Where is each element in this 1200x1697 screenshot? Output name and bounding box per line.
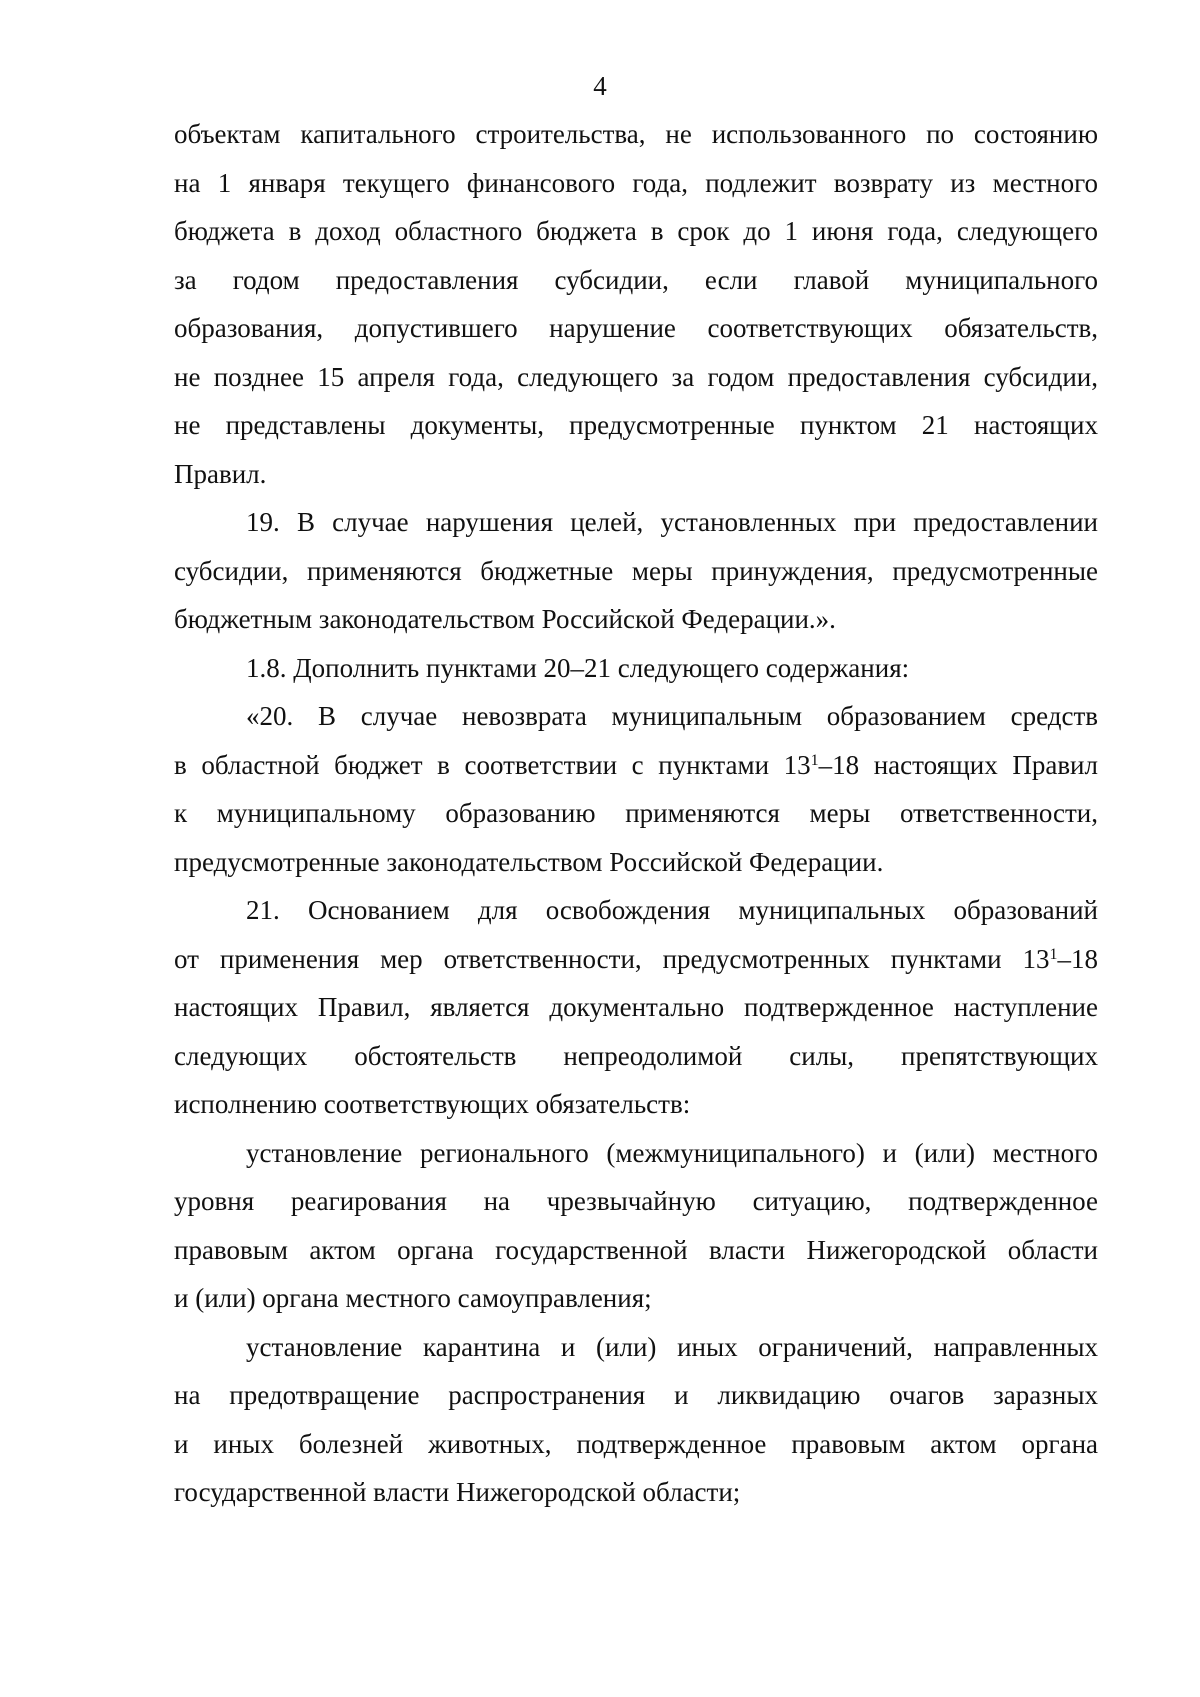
text-line: за годом предоставления субсидии, если главой муниципального	[174, 264, 1098, 295]
text-line: и иных болезней животных, подтвержденное правовым актом органа	[174, 1428, 1098, 1459]
superscript: 1	[810, 751, 819, 769]
text-line: правовым актом органа государственной власти Нижегородской области	[174, 1234, 1098, 1265]
text-line: уровня реагирования на чрезвычайную ситуацию, подтвержденное	[174, 1186, 1098, 1216]
text-line: настоящих Правил, является документально подтвержденное наступление	[174, 992, 1098, 1022]
paragraph-quarantine	[174, 1323, 1098, 1517]
text-line-with-superscript	[174, 935, 1098, 984]
text-line: и (или) органа местного самоуправления;	[174, 1283, 652, 1313]
text-line: Правил.	[174, 458, 267, 489]
text-line: не позднее 15 апреля года, следующего за годом предоставления субсидии,	[174, 361, 1098, 392]
text-line: на предотвращение распространения и ликвидацию очагов заразных	[174, 1380, 1098, 1410]
text-fragment: в областной бюджет в соответствии с пунктами 13	[174, 749, 811, 780]
paragraph-item-20	[174, 692, 1098, 886]
text-fragment: –18	[1057, 943, 1098, 974]
paragraph-emergency	[174, 1129, 1098, 1323]
text-line: «20. В случае невозврата муниципальным образованием средств	[246, 701, 1098, 731]
text-fragment: –18 настоящих Правил	[818, 749, 1098, 780]
text-line: государственной власти Нижегородской области;	[174, 1477, 741, 1507]
text-line: объектам капитального строительства, не использованного по состоянию	[174, 119, 1098, 149]
superscript: 1	[1049, 945, 1058, 963]
text-line: установление регионального (межмуниципального) и (или) местного	[246, 1137, 1098, 1168]
text-line: образования, допустившего нарушение соответствующих обязательств,	[174, 313, 1098, 343]
paragraph-continuation	[174, 110, 1098, 498]
text-fragment: от применения мер ответственности, предусмотренных пунктами 13	[174, 943, 1050, 974]
text-line: 1.8. Дополнить пунктами 20–21 следующего содержания:	[246, 652, 910, 683]
text-line: установление карантина и (или) иных ограничений, направленных	[246, 1331, 1098, 1362]
text-line: исполнению соответствующих обязательств:	[174, 1089, 691, 1119]
paragraph-item-21	[174, 886, 1098, 1129]
text-line: 21. Основанием для освобождения муниципальных образований	[246, 895, 1098, 925]
text-line: предусмотренные законодательством Российской Федерации.	[174, 846, 884, 877]
text-line: не представлены документы, предусмотренные пунктом 21 настоящих	[174, 410, 1098, 440]
text-line: 19. В случае нарушения целей, установленных при предоставлении	[246, 507, 1098, 537]
text-line: следующих обстоятельств непреодолимой силы, препятствующих	[174, 1040, 1098, 1071]
text-line: субсидии, применяются бюджетные меры принуждения, предусмотренные	[174, 555, 1098, 586]
document-body	[174, 110, 1098, 1517]
text-line: на 1 января текущего финансового года, подлежит возврату из местного	[174, 167, 1098, 198]
text-line-with-superscript	[174, 741, 1098, 790]
text-line: бюджетным законодательством Российской Федерации.».	[174, 604, 836, 634]
paragraph-item-19	[174, 498, 1098, 644]
page-number: 4	[593, 71, 607, 101]
text-line: бюджета в доход областного бюджета в срок до 1 июня года, следующего	[174, 216, 1098, 246]
paragraph-item-1-8	[174, 644, 1098, 693]
text-line: к муниципальному образованию применяются меры ответственности,	[174, 798, 1098, 828]
